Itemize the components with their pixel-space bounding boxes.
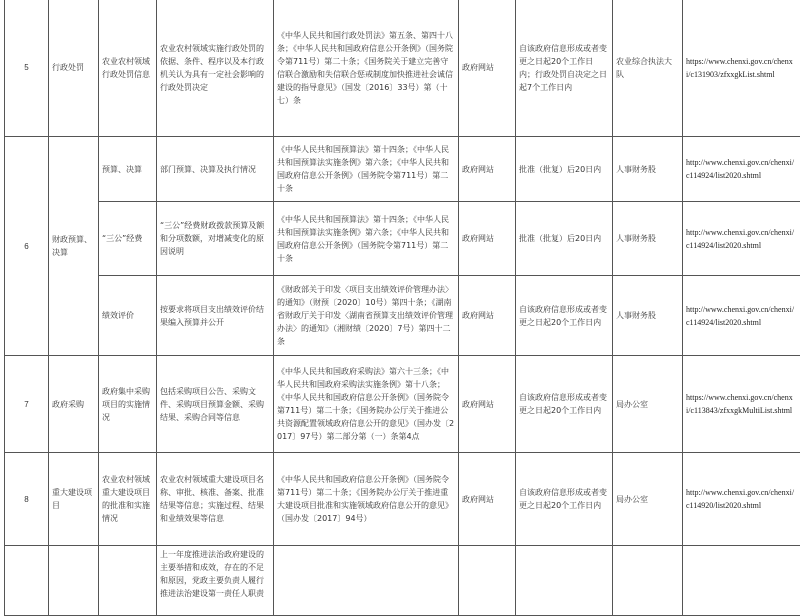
row-number: 5 — [5, 0, 49, 137]
department-cell: 局办公室 — [613, 356, 683, 453]
time-limit-cell: 自该政府信息形成或者变更之日起20个工作日内 — [516, 453, 613, 546]
channel-cell: 政府网站 — [459, 276, 516, 356]
url-link — [683, 546, 800, 616]
basis-cell: 《财政部关于印发〈项目支出绩效评价管理办法〉的通知》（财预〔2020〕10号）第四十条；《湖南省财政厅关于印发〈湖南省预算支出绩效评价管理办法〉的通知》（湘财绩〔2020〕7号）第四十二条 — [274, 276, 459, 356]
row-number: 8 — [5, 453, 49, 546]
table-row — [5, 0, 800, 137]
item-name: 政府采购 — [49, 356, 99, 453]
row-number — [5, 546, 49, 616]
content-cell: 上一年度推进法治政府建设的主要举措和成效，存在的不足和原因，党政主要负责人履行推进法治建设第一责任人职责 — [157, 546, 274, 616]
table-row — [5, 276, 800, 356]
sub-item: 农业农村领域重大建设项目的批准和实施情况 — [99, 453, 157, 546]
content-cell: 农业农村领域重大建设项目名称、审批、核准、备案、批准结果等信息；实施过程、结果和业绩效果等信息 — [157, 453, 274, 546]
sub-item: 农业农村领域行政处罚信息 — [99, 0, 157, 137]
table-row — [5, 546, 800, 616]
basis-cell: 《中华人民共和国预算法》第十四条；《中华人民共和国预算法实施条例》第六条；《中华人民共和国政府信息公开条例》（国务院令第711号）第二十条 — [274, 137, 459, 202]
url-link[interactable]: http://www.chenxi.gov.cn/chenxi/c114924/list2020.shtml — [683, 202, 800, 276]
channel-cell: 政府网站 — [459, 356, 516, 453]
time-limit-cell: 批准（批复）后20日内 — [516, 202, 613, 276]
table-row — [5, 202, 800, 276]
channel-cell — [459, 546, 516, 616]
table-row — [5, 453, 800, 546]
department-cell: 人事财务股 — [613, 137, 683, 202]
table-row — [5, 137, 800, 202]
content-cell: 部门预算、决算及执行情况 — [157, 137, 274, 202]
content-cell: “三公”经费财政拨款预算及额和分项数额，对增减变化的原因说明 — [157, 202, 274, 276]
sub-item: 预算、决算 — [99, 137, 157, 202]
department-cell: 局办公室 — [613, 453, 683, 546]
url-link[interactable]: http://www.chenxi.gov.cn/chenxi/c114924/list2020.shtml — [683, 137, 800, 202]
channel-cell: 政府网站 — [459, 202, 516, 276]
content-cell: 按要求将项目支出绩效评价结果编入预算并公开 — [157, 276, 274, 356]
time-limit-cell: 自该政府信息形成或者变更之日起20个工作日内 — [516, 276, 613, 356]
time-limit-cell: 自该政府信息形成或者变更之日起20个工作日内；行政处罚自决定之日起7个工作日内 — [516, 0, 613, 137]
table-row — [5, 356, 800, 453]
item-name: 行政处罚 — [49, 0, 99, 137]
sub-item: 绩效评价 — [99, 276, 157, 356]
time-limit-cell: 批准（批复）后20日内 — [516, 137, 613, 202]
department-cell: 人事财务股 — [613, 202, 683, 276]
channel-cell: 政府网站 — [459, 453, 516, 546]
url-link[interactable]: https://www.chenxi.gov.cn/chenxi/c113843/zfxxgkMultiList.shtml — [683, 356, 800, 453]
channel-cell: 政府网站 — [459, 137, 516, 202]
row-number: 6 — [5, 137, 49, 356]
sub-item: “三公”经费 — [99, 202, 157, 276]
basis-cell: 《中华人民共和国政府信息公开条例》（国务院令第711号）第二十条；《国务院办公厅关于推进重大建设项目批准和实施领域政府信息公开的意见》（国办发〔2017〕94号） — [274, 453, 459, 546]
item-name: 财政预算、决算 — [49, 137, 99, 356]
department-cell: 人事财务股 — [613, 276, 683, 356]
item-name — [49, 546, 99, 616]
url-link[interactable]: http://www.chenxi.gov.cn/chenxi/c114920/list2020.shtml — [683, 453, 800, 546]
content-cell: 农业农村领域实施行政处罚的依据、条件、程序以及本行政机关认为具有一定社会影响的行政处罚决定 — [157, 0, 274, 137]
disclosure-table — [4, 0, 800, 616]
url-link[interactable]: http://www.chenxi.gov.cn/chenxi/c114924/list2020.shtml — [683, 276, 800, 356]
channel-cell: 政府网站 — [459, 0, 516, 137]
basis-cell — [274, 546, 459, 616]
content-cell: 包括采购项目公告、采购文件、采购项目预算金额、采购结果、采购合同等信息 — [157, 356, 274, 453]
item-name: 重大建设项目 — [49, 453, 99, 546]
basis-cell: 《中华人民共和国预算法》第十四条；《中华人民共和国预算法实施条例》第六条；《中华人民共和国政府信息公开条例》（国务院令第711号）第二十条 — [274, 202, 459, 276]
sub-item — [99, 546, 157, 616]
basis-cell: 《中华人民共和国行政处罚法》第五条、第四十八条；《中华人民共和国政府信息公开条例》（国务院令第711号）第二十条；《国务院关于建立完善守信联合激励和失信联合惩戒制度加快推进社会诚信建设的指导意见》（国发〔2016〕33号）第（十七）条 — [274, 0, 459, 137]
sub-item: 政府集中采购项目的实施情况 — [99, 356, 157, 453]
row-number: 7 — [5, 356, 49, 453]
time-limit-cell: 自该政府信息形成或者变更之日起20个工作日内 — [516, 356, 613, 453]
department-cell — [613, 546, 683, 616]
time-limit-cell — [516, 546, 613, 616]
url-link[interactable]: https://www.chenxi.gov.cn/chenxi/c131903/zfxxgkList.shtml — [683, 0, 800, 137]
department-cell: 农业综合执法大队 — [613, 0, 683, 137]
basis-cell: 《中华人民共和国政府采购法》第六十三条；《中华人民共和国政府采购法实施条例》第十八条；《中华人民共和国政府信息公开条例》（国务院令第711号）第二十条；《国务院办公厅关于推进公共资源配置领域政府信息公开的意见》（国办发〔2017〕97号）第二部分第（一）条第4点 — [274, 356, 459, 453]
